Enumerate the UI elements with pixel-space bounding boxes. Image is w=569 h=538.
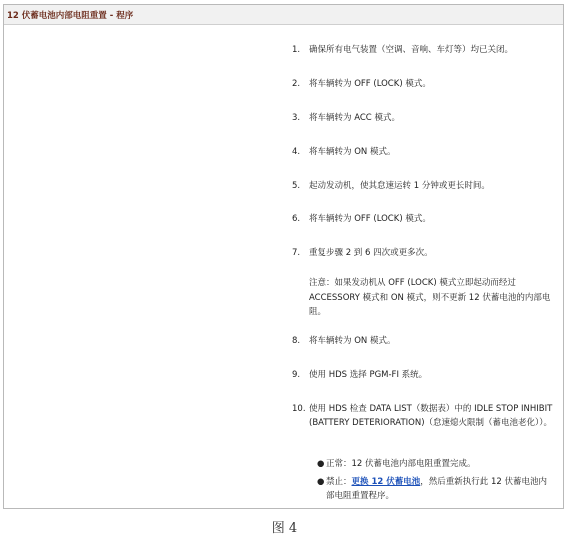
step-text: 将车辆转为 OFF (LOCK) 模式。 <box>309 214 431 224</box>
result-normal <box>317 458 553 472</box>
step-item <box>292 77 554 91</box>
step-number: 6. <box>292 214 301 224</box>
replace-battery-link[interactable]: 更换 12 伏蓄电池 <box>351 477 421 487</box>
step-number: 8. <box>292 336 301 346</box>
step-text: 重复步骤 2 到 6 四次或更多次。 <box>309 248 433 258</box>
step-item <box>292 334 554 348</box>
step-number: 3. <box>292 113 301 123</box>
step-text: 将车辆转为 ACC 模式。 <box>309 113 400 123</box>
step-number: 9. <box>292 370 301 380</box>
step-text: 将车辆转为 ON 模式。 <box>309 147 396 157</box>
step-7-note: 注意：如果发动机从 OFF (LOCK) 模式立即起动而经过 ACCESSORY 模式和 ON 模式，则不更新 12 伏蓄电池的内部电阻。 <box>309 278 551 317</box>
step-number: 4. <box>292 147 301 157</box>
step-text: 起动发动机，使其怠速运转 1 分钟或更长时间。 <box>309 181 490 191</box>
step-item <box>292 179 554 193</box>
prohibited-prefix: 禁止： <box>326 477 352 487</box>
step-item <box>292 111 554 125</box>
step-item <box>292 246 554 260</box>
step-text: 将车辆转为 OFF (LOCK) 模式。 <box>309 79 431 89</box>
result-prohibited <box>317 476 553 503</box>
step-number: 7. <box>292 248 301 258</box>
bullet-dot-icon: ● <box>317 477 325 487</box>
step-number: 1. <box>292 45 301 55</box>
step-text: 将车辆转为 ON 模式。 <box>309 336 396 346</box>
step-text: 使用 HDS 选择 PGM-FI 系统。 <box>309 370 428 380</box>
result-normal-text: 正常：12 伏蓄电池内部电阻重置完成。 <box>326 459 476 469</box>
bullet-dot-icon: ● <box>317 459 325 469</box>
step-item <box>292 402 554 430</box>
step-item <box>292 43 554 57</box>
step-number: 5. <box>292 181 301 191</box>
step-number: 2. <box>292 79 301 89</box>
step-text: 使用 HDS 检查 DATA LIST（数据表）中的 IDLE STOP INHIBIT (BATTERY DETERIORATION)（怠速熄火限制（蓄电池老化））。 <box>309 404 553 428</box>
procedure-panel <box>3 4 564 509</box>
step-item <box>292 212 554 226</box>
step-item <box>292 368 554 382</box>
result-prohibited-text <box>326 476 553 503</box>
figure-caption: 图 4 <box>271 521 298 536</box>
step-item <box>292 145 554 159</box>
prohibited-suffix: ，然后重新执行此 12 伏蓄电池内部电阻重置程序。 <box>326 477 547 501</box>
step-number: 10. <box>292 404 306 414</box>
step-text: 确保所有电气装置（空调、音响、车灯等）均已关闭。 <box>309 45 514 55</box>
page-title: 12 伏蓄电池内部电阻重置 - 程序 <box>4 5 563 25</box>
